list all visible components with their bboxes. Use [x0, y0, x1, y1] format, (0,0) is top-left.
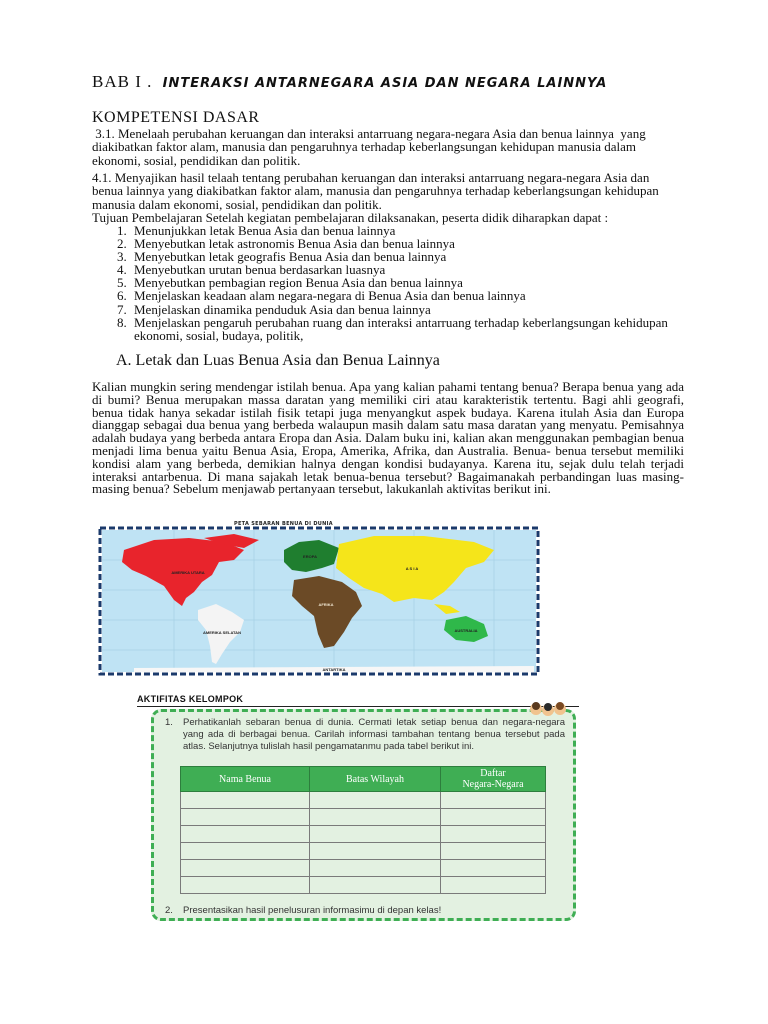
map-title: PETA SEBARAN BENUA DI DUNIA — [234, 521, 333, 527]
table-cell[interactable] — [310, 826, 441, 843]
tujuan-pembelajaran: Tujuan Pembelajaran Setelah kegiatan pembelajaran dilaksanakan, peserta didik diharapkan dapat : — [92, 210, 609, 225]
chapter-heading — [92, 72, 607, 92]
list-item: 2. Menyebutkan letak astronomis Benua Asia dan benua lainnya — [130, 237, 690, 250]
list-item: 6. Menjelaskan keadaan alam negara-negara di Benua Asia dan benua lainnya — [130, 289, 690, 302]
table-row — [181, 877, 546, 894]
table-cell[interactable] — [310, 877, 441, 894]
column-header-nama-benua: Nama Benua — [181, 767, 310, 792]
table-header-row — [181, 767, 546, 792]
table-cell[interactable] — [441, 809, 546, 826]
item-number: 1. — [165, 717, 173, 728]
chapter-number: BAB I . — [92, 72, 153, 91]
list-item: 3. Menyebutkan letak geografis Benua Asia dan benua lainnya — [130, 250, 690, 263]
continent-table — [180, 766, 546, 894]
table-row — [181, 826, 546, 843]
table-row — [181, 809, 546, 826]
map-label-asia: A S I A — [405, 566, 419, 571]
table-cell[interactable] — [181, 877, 310, 894]
section-a-paragraph: Kalian mungkin sering mendengar istilah benua. Apa yang kalian pahami tentang benua? Berapa benua yang ada di bumi? Benua merupakan massa daratan yang memiliki ciri atau karakteristik tertentu. Bagi ahli geografi, benua tidak hanya sekadar istilah fisik tetapi juga menyangkut aspek budaya. Karena itulah Asia dan Europa dianggap sebagai dua benua yang berbeda walaupun masih dalam satu masa daratan yang menyatu. Pemisahnya adalah budaya yang berbeda antara Eropa dan Asia. Dalam buku ini, kalian akan menggunakan pembagian benua menjadi lima benua yaitu Benua Asia, Eropa, Amerika, Afrika, dan Australia. Benua- benua tersebut memiliki kondisi alam yang berbeda, demikian halnya dengan kondisi budayanya. Karena itu, sejak dulu telah terjadi interaksi antarbenua. Di mana sajakah letak benua-benua tersebut? Bagaimanakah perbandingan luas masing-masing benua? Sebelum menjawab pertanyaan tersebut, lakukanlah aktivitas berikut ini. — [92, 379, 684, 497]
list-item: 4. Menyebutkan urutan benua berdasarkan luasnya — [130, 263, 690, 276]
kompetensi-dasar-4-1: 4.1. Menyajikan hasil telaah tentang perubahan keruangan dan interaksi antarruang negara-negara Asia dan benua lainnya yang diakibatkan faktor alam, manusia dan pengaruhnya terhadap keberlangsungan kehidupan manusia dalam ekonomi, sosial, pendidikan dan politik. — [92, 170, 659, 212]
table-row — [181, 792, 546, 809]
table-cell[interactable] — [441, 843, 546, 860]
table-row — [181, 843, 546, 860]
table-cell[interactable] — [181, 843, 310, 860]
list-item: 1. Menunjukkan letak Benua Asia dan benua lainnya — [130, 224, 690, 237]
map-label-antarctica: ANTARTIKA — [322, 667, 346, 672]
table-cell[interactable] — [441, 792, 546, 809]
table-cell[interactable] — [181, 826, 310, 843]
map-graphic — [94, 520, 544, 678]
table-body — [181, 792, 546, 894]
table-cell[interactable] — [181, 809, 310, 826]
table-cell[interactable] — [310, 860, 441, 877]
kompetensi-dasar-3-1: 3.1. Menelaah perubahan keruangan dan interaksi antarruang negara-negara Asia dan benua lainnya yang diakibatkan faktor alam, manusia dan pengaruhnya terhadap keberlangsungan kehidupan manusia dalam ekonomi, sosial, pendidikan dan politik. — [92, 126, 649, 168]
map-label-africa: AFRIKA — [318, 602, 334, 607]
table-cell[interactable] — [441, 826, 546, 843]
table-cell[interactable] — [441, 860, 546, 877]
heading-underline — [137, 706, 579, 707]
learning-goals-list — [92, 224, 690, 342]
chapter-title: INTERAKSI ANTARNEGARA ASIA DAN NEGARA LAINNYA — [162, 76, 608, 91]
activity-item-1 — [165, 717, 565, 753]
table-cell[interactable] — [441, 877, 546, 894]
item-text: Presentasikan hasil penelusuran informasimu di depan kelas! — [183, 905, 442, 916]
table-cell[interactable] — [181, 792, 310, 809]
table-cell[interactable] — [181, 860, 310, 877]
map-label-europe: EROPA — [303, 554, 317, 559]
map-label-south-america: AMERIKA SELATAN — [203, 630, 241, 635]
table-cell[interactable] — [310, 809, 441, 826]
item-text: Perhatikanlah sebaran benua di dunia. Cermati letak setiap benua dan negara-negara yang ada di berbagai benua. Carilah informasi tambahan tentang benua tersebut pada atlas. Selanjutnya tulislah hasil pengamatanmu pada tabel berikut ini. — [183, 717, 565, 752]
list-item: 8. Menjelaskan pengaruh perubahan ruang dan interaksi antarruang terhadap keberlangsungan kehidupan ekonomi, sosial, budaya, politik, — [130, 316, 690, 342]
table-row — [181, 860, 546, 877]
item-number: 2. — [165, 905, 173, 916]
map-label-north-america: AMERIKA UTARA — [171, 570, 205, 575]
activity-heading: AKTIFITAS KELOMPOK — [137, 694, 244, 704]
activity-item-2 — [165, 905, 565, 917]
list-item: 7. Menjelaskan dinamika penduduk Asia dan benua lainnya — [130, 303, 690, 316]
map-label-australia: AUSTRALIA — [454, 628, 478, 633]
activity-box — [151, 709, 576, 921]
kompetensi-heading: KOMPETENSI DASAR — [92, 109, 260, 126]
students-illustration-icon — [528, 700, 568, 718]
world-continent-map — [94, 520, 544, 678]
list-item: 5. Menyebutkan pembagian region Benua Asia dan benua lainnya — [130, 276, 690, 289]
column-header-batas-wilayah: Batas Wilayah — [310, 767, 441, 792]
section-a-heading: A. Letak dan Luas Benua Asia dan Benua Lainnya — [116, 352, 440, 369]
table-cell[interactable] — [310, 843, 441, 860]
column-header-daftar-negara: Daftar Negara-Negara — [441, 767, 546, 792]
table-cell[interactable] — [310, 792, 441, 809]
